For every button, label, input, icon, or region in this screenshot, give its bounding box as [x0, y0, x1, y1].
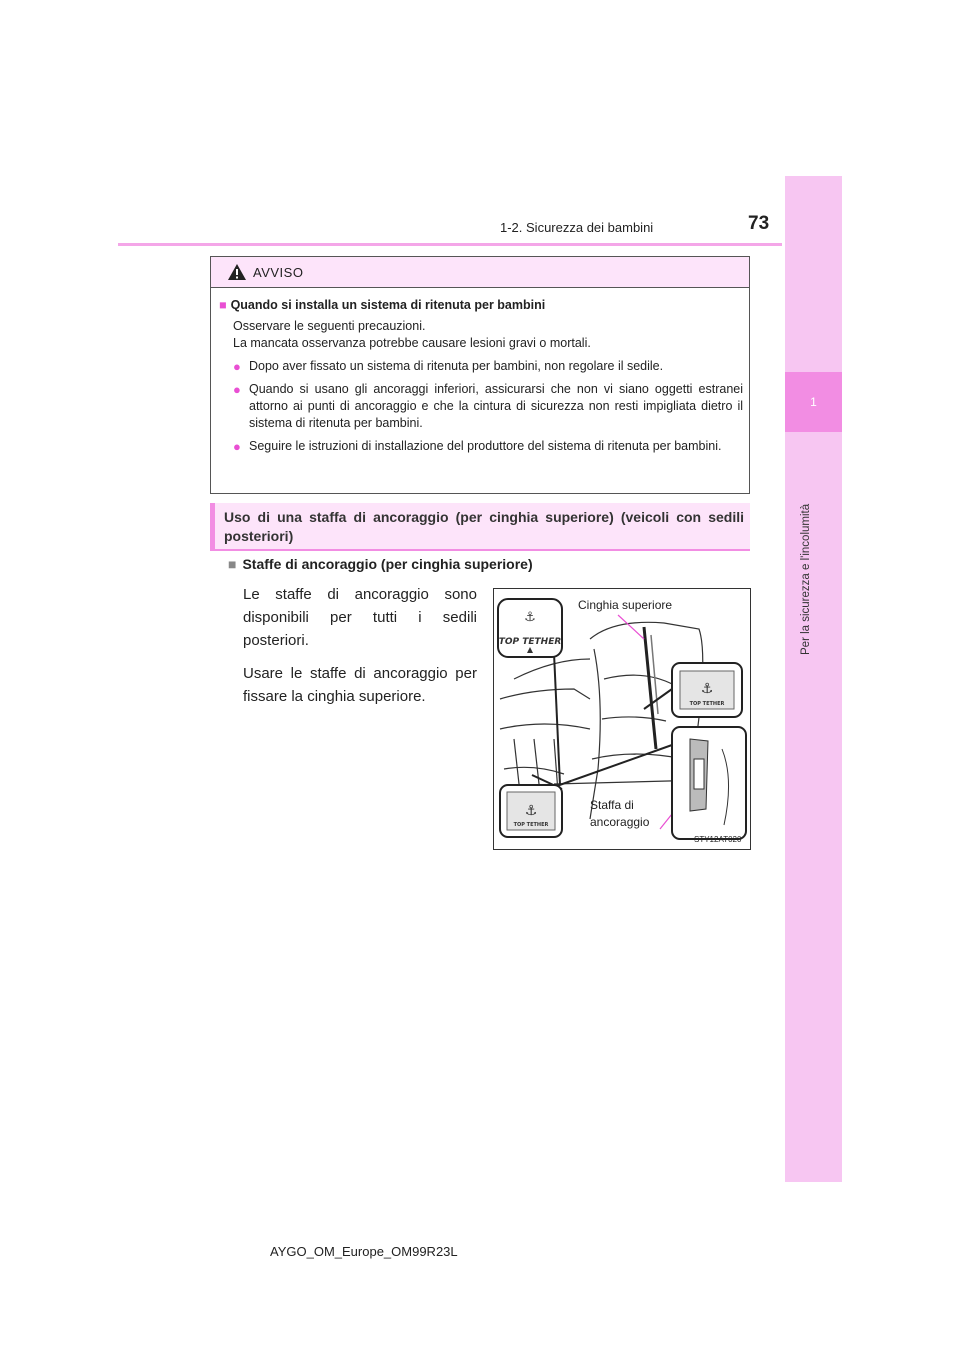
warning-bullet — [219, 438, 743, 455]
top-tether-badge — [500, 785, 562, 837]
anchor-bracket-closeup — [672, 727, 746, 839]
header-rule — [118, 243, 782, 246]
subsection-heading: Staffe di ancoraggio (per cinghia superiore) — [242, 556, 533, 572]
warning-bullet — [219, 381, 743, 432]
subsection-heading-row — [228, 556, 533, 572]
chapter-number: 1 — [810, 395, 817, 409]
circle-bullet-icon: ● — [233, 382, 241, 397]
top-tether-logo-text: TOP TETHER — [498, 637, 562, 647]
body-paragraph: Le staffe di ancoraggio sono disponibili per tutti i sedili posteriori. — [243, 586, 477, 649]
warning-bullet — [219, 358, 743, 375]
warning-bullet-text: Quando si usano gli ancoraggi inferiori, assicurarsi che non vi siano oggetti estranei attorno ai punti di ancoraggio e che la cintura di sicurezza non resti impigliata dietro il sistema di ritenuta per bambini. — [249, 382, 743, 430]
warning-bullet-text: Dopo aver fissato un sistema di ritenuta per bambini, non regolare il sedile. — [249, 359, 664, 373]
chapter-side-tab — [785, 176, 842, 1182]
badge-text: TOP TETHER — [513, 822, 549, 828]
warning-intro-line1: Osservare le seguenti precauzioni. — [233, 319, 426, 333]
chapter-title: Per la sicurezza e l'incolumità — [800, 503, 812, 655]
section-heading-box — [210, 503, 750, 551]
anchor-bracket-illustration — [493, 588, 751, 850]
warning-box — [210, 256, 750, 494]
warning-bullet-text: Seguire le istruzioni di installazione del produttore del sistema di ritenuta per bambini. — [249, 439, 722, 453]
header-section-title: 1-2. Sicurezza dei bambini — [500, 220, 654, 235]
svg-text:⚓: ⚓ — [524, 803, 538, 819]
warning-intro-line2: La mancata osservanza potrebbe causare lesioni gravi o mortali. — [233, 336, 591, 350]
figure-label-bracket-line2: ancoraggio — [590, 815, 650, 829]
circle-bullet-icon: ● — [233, 439, 241, 454]
square-bullet-icon: ■ — [219, 298, 227, 312]
badge-text: TOP TETHER — [689, 701, 725, 707]
page-number: 73 — [748, 213, 770, 234]
top-tether-logo — [498, 599, 562, 657]
figure-label-bracket-line1: Staffa di — [590, 798, 634, 812]
warning-triangle-icon — [227, 263, 247, 281]
body-text — [243, 583, 477, 718]
warning-subtitle: Quando si installa un sistema di ritenuta per bambini — [230, 298, 546, 312]
warning-subtitle-row — [219, 297, 743, 314]
figure-label-bracket — [590, 797, 649, 831]
warning-header — [211, 257, 749, 288]
top-tether-badge — [672, 663, 742, 717]
figure-label-tether: Cinghia superiore — [578, 598, 673, 612]
footer-doc-id: AYGO_OM_Europe_OM99R23L — [270, 1244, 458, 1259]
figure-code: STY12AT020 — [694, 835, 742, 844]
chapter-number-tab — [785, 372, 842, 432]
square-bullet-icon: ■ — [228, 556, 237, 572]
body-paragraph: Usare le staffe di ancoraggio per fissare la cinghia superiore. — [243, 665, 477, 705]
warning-body — [219, 297, 743, 461]
circle-bullet-icon: ● — [233, 359, 241, 374]
warning-title: AVVISO — [253, 265, 304, 280]
section-heading: Uso di una staffa di ancoraggio (per cinghia superiore) (veicoli con sedili posteriori) — [224, 509, 744, 544]
section-accent-bar — [210, 503, 215, 549]
svg-text:⚓: ⚓ — [524, 610, 536, 625]
svg-text:⚓: ⚓ — [700, 681, 714, 697]
